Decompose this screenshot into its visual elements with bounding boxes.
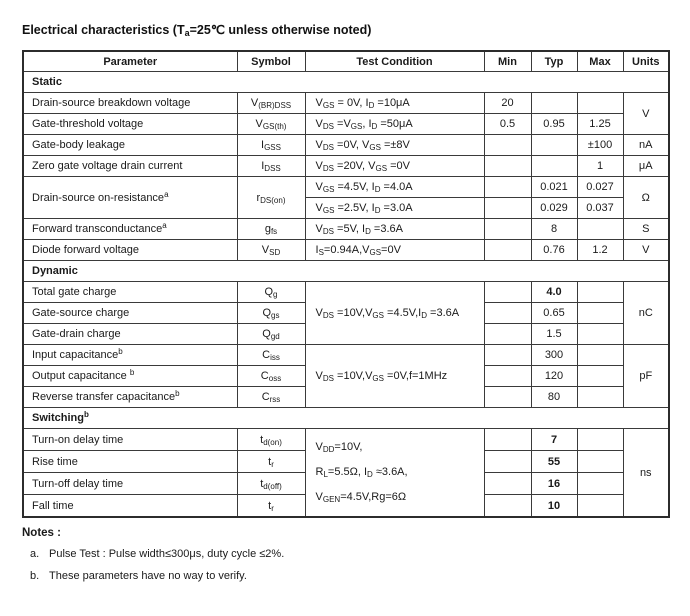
min-cell [484,303,531,324]
condition-line: $V_{GEN}=4.5V,Rg=6\Omega$ [315,491,407,504]
row-diode-forward-voltage [23,240,669,261]
parameter-cell: Forward transconductance$^a$ [23,219,237,240]
parameter-cell: Reverse transfer capacitance$^b$ [23,387,237,408]
condition-cell: $V_{DS} =10V,V_{GS} =0V,f=1MHz$ [305,345,484,408]
condition-cell: $V_{GS} = 0V$, $I_D =10\mu A$ [305,93,484,114]
col-header-test-condition: Test Condition [305,51,484,72]
min-cell [484,345,531,366]
max-cell: 0.027 [577,177,623,198]
row-forward-transconductance [23,219,669,240]
parameter-cell: Fall time [23,495,237,518]
min-cell [484,473,531,495]
parameter-cell: Output capacitance $^b$ [23,366,237,387]
typ-cell [531,135,577,156]
section-label: Dynamic [23,261,669,282]
note-text: Pulse Test : Pulse width≤300μs, duty cycle ≤2%. [49,548,285,560]
parameter-cell: Gate-body leakage [23,135,237,156]
min-cell [484,219,531,240]
typ-cell: 0.65 [531,303,577,324]
notes-section [22,527,668,582]
max-cell [577,282,623,303]
min-cell [484,135,531,156]
typ-cell: 16 [531,473,577,495]
header-row [23,51,669,72]
note-item-a [22,548,668,560]
parameter-cell: Turn-off delay time [23,473,237,495]
row-breakdown-voltage [23,93,669,114]
typ-cell: 7 [531,429,577,451]
parameter-cell: Turn-on delay time [23,429,237,451]
condition-cell: $V_{GS} =2.5V$, $I_D =3.0A$ [305,198,484,219]
units-cell: pF [623,345,669,408]
row-gate-threshold-voltage [23,114,669,135]
typ-cell: 1.5 [531,324,577,345]
units-cell: S [623,219,669,240]
symbol-cell: $I_{GSS}$ [237,135,305,156]
min-cell: 0.5 [484,114,531,135]
row-input-capacitance [23,345,669,366]
typ-cell: 300 [531,345,577,366]
min-cell [484,429,531,451]
min-cell [484,177,531,198]
note-label: a. [30,548,40,560]
col-header-max: Max [577,51,623,72]
min-cell [484,282,531,303]
max-cell [577,366,623,387]
symbol-cell: $t_{d(off)}$ [237,473,305,495]
condition-line: $R_L=5.5\Omega$, $I_D \approx 3.6A$, [315,466,408,479]
parameter-cell: Rise time [23,451,237,473]
condition-cell: $V_{DS} =0V$, $V_{GS} =\pm 8V$ [305,135,484,156]
symbol-cell: $r_{DS(on)}$ [237,177,305,219]
parameter-cell: Total gate charge [23,282,237,303]
max-cell [577,219,623,240]
section-label: Switching$^b$ [23,408,669,429]
note-label: b. [30,570,40,582]
typ-cell: 8 [531,219,577,240]
symbol-cell: $t_r$ [237,451,305,473]
units-cell: Ω [623,177,669,219]
symbol-cell: $V_{(BR)DSS}$ [237,93,305,114]
condition-cell [305,429,484,518]
units-cell: μA [623,156,669,177]
parameter-cell: Gate-source charge [23,303,237,324]
units-cell: nA [623,135,669,156]
max-cell [577,451,623,473]
symbol-cell: $I_{DSS}$ [237,156,305,177]
parameter-cell: Drain-source on-resistance$^a$ [23,177,237,219]
min-cell [484,240,531,261]
col-header-symbol: Symbol [237,51,305,72]
condition-cell: $V_{DS} =V_{GS}$, $I_D =50\mu A$ [305,114,484,135]
col-header-typ: Typ [531,51,577,72]
symbol-cell: $C_{iss}$ [237,345,305,366]
typ-cell: 0.029 [531,198,577,219]
parameter-cell: Gate-drain charge [23,324,237,345]
symbol-cell: $t_{d(on)}$ [237,429,305,451]
max-cell: 1.2 [577,240,623,261]
typ-cell: 0.021 [531,177,577,198]
units-cell: V [623,240,669,261]
section-dynamic [23,261,669,282]
symbol-cell: $Q_{gs}$ [237,303,305,324]
section-label: Static [23,72,669,93]
parameter-cell: Zero gate voltage drain current [23,156,237,177]
min-cell [484,387,531,408]
max-cell: 1.25 [577,114,623,135]
max-cell: 1 [577,156,623,177]
page-title: Electrical characteristics ($T_a=25℃$ unless otherwise noted) [22,23,372,38]
max-cell [577,473,623,495]
parameter-cell: Input capacitance$^b$ [23,345,237,366]
min-cell [484,495,531,518]
typ-cell [531,93,577,114]
section-switching [23,408,669,429]
condition-cell: $V_{DS} =20V$, $V_{GS} =0V$ [305,156,484,177]
min-cell [484,324,531,345]
notes-title: Notes : [22,527,61,539]
typ-cell: 4.0 [531,282,577,303]
min-cell [484,451,531,473]
symbol-cell: $V_{SD}$ [237,240,305,261]
parameter-cell: Diode forward voltage [23,240,237,261]
col-header-parameter: Parameter [23,51,237,72]
max-cell: 0.037 [577,198,623,219]
symbol-cell: $g_{fs}$ [237,219,305,240]
row-on-resistance-1 [23,177,669,198]
units-cell: ns [623,429,669,518]
condition-cell: $I_S=0.94A,V_{GS}=0V$ [305,240,484,261]
max-cell [577,345,623,366]
units-cell: nC [623,282,669,345]
condition-cell: $V_{GS} =4.5V$, $I_D =4.0A$ [305,177,484,198]
section-static [23,72,669,93]
max-cell [577,303,623,324]
symbol-cell: $C_{rss}$ [237,387,305,408]
max-cell [577,387,623,408]
condition-line: $V_{DD}=10V$, [315,441,363,454]
col-header-units: Units [623,51,669,72]
condition-cell: $V_{DS} =10V,V_{GS} =4.5V,I_D =3.6A$ [305,282,484,345]
note-item-b [22,570,668,582]
col-header-min: Min [484,51,531,72]
symbol-cell: $Q_{gd}$ [237,324,305,345]
max-cell [577,93,623,114]
units-cell: V [623,93,669,135]
electrical-characteristics-table [22,50,670,518]
min-cell [484,366,531,387]
row-gate-body-leakage [23,135,669,156]
typ-cell: 0.76 [531,240,577,261]
symbol-cell: $t_r$ [237,495,305,518]
max-cell [577,495,623,518]
condition-cell: $V_{DS} =5V$, $I_D =3.6A$ [305,219,484,240]
typ-cell: 120 [531,366,577,387]
row-zero-gate-drain-current [23,156,669,177]
symbol-cell: $Q_g$ [237,282,305,303]
parameter-cell: Gate-threshold voltage [23,114,237,135]
symbol-cell: $C_{oss}$ [237,366,305,387]
row-turn-on-delay-time [23,429,669,451]
max-cell [577,429,623,451]
typ-cell: 55 [531,451,577,473]
typ-cell: 80 [531,387,577,408]
row-total-gate-charge [23,282,669,303]
symbol-cell: $V_{GS(th)}$ [237,114,305,135]
min-cell [484,198,531,219]
typ-cell [531,156,577,177]
typ-cell: 0.95 [531,114,577,135]
note-text: These parameters have no way to verify. [49,570,247,582]
min-cell: 20 [484,93,531,114]
typ-cell: 10 [531,495,577,518]
max-cell: ±100 [577,135,623,156]
parameter-cell: Drain-source breakdown voltage [23,93,237,114]
min-cell [484,156,531,177]
max-cell [577,324,623,345]
